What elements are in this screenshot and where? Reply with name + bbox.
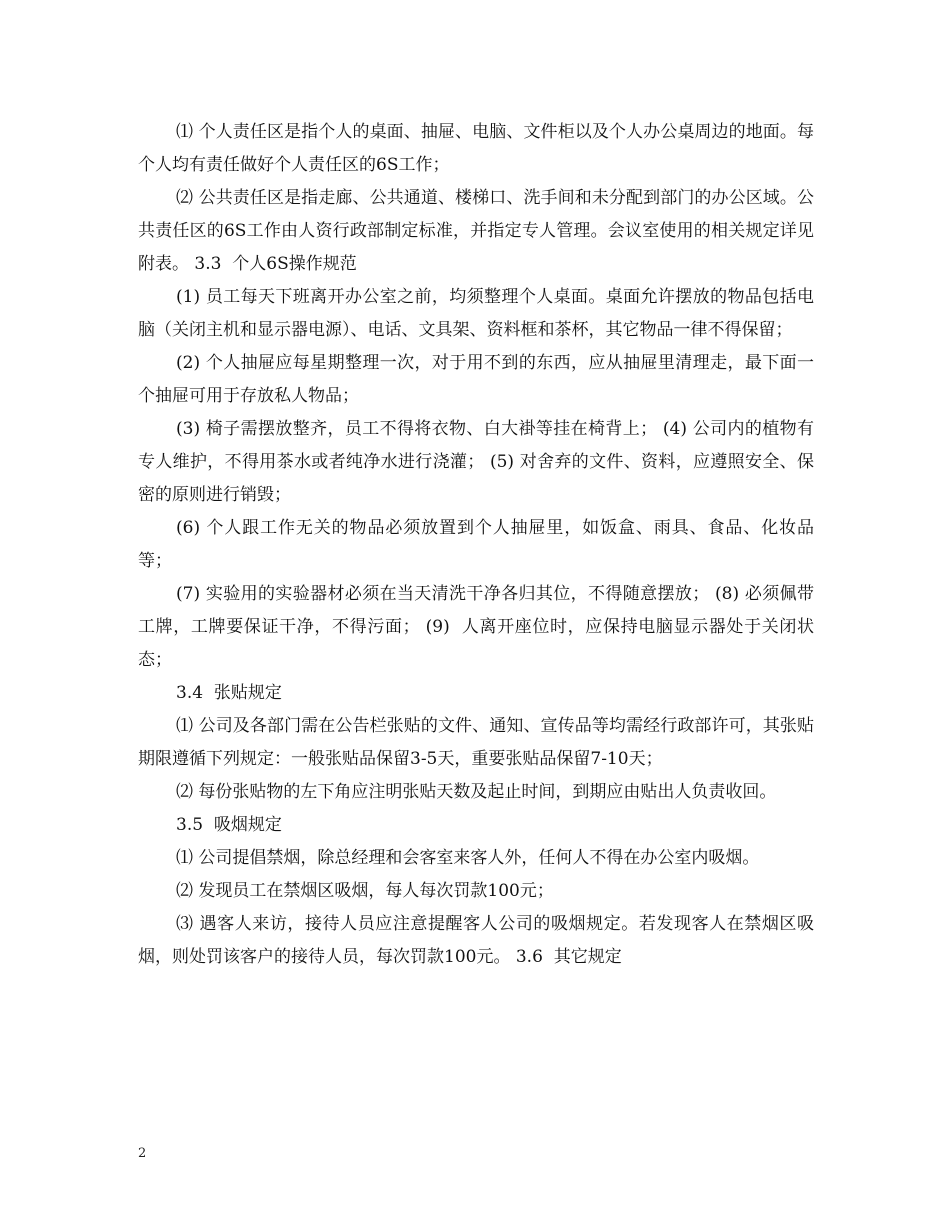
section-heading-posting: 3.4 张贴规定 bbox=[176, 683, 282, 703]
paragraph-personal-items-rule: (6) 个人跟工作无关的物品必须放置到个人抽屉里，如饭盒、雨具、食品、化妆品等； bbox=[138, 518, 814, 571]
paragraph-smoking-fine: ⑵ 发现员工在禁烟区吸烟，每人每次罚款100元； bbox=[176, 881, 554, 901]
page-number: 2 bbox=[138, 1146, 147, 1161]
paragraph-posting-approval: ⑴ 公司及各部门需在公告栏张贴的文件、通知、宣传品等均需经行政部许可，其张贴期限遵循下列规定：一般张贴品保留3-5天，重要张贴品保留7-10天； bbox=[138, 716, 814, 769]
paragraph-public-zone: ⑵ 公共责任区是指走廊、公共通道、楼梯口、洗手间和未分配到部门的办公区域。公共责任区的6S工作由人资行政部制定标准，并指定专人管理。会议室使用的相关规定详见附表。 3.3 个人6S操作规范 bbox=[138, 188, 814, 274]
paragraph-visitor-smoking: ⑶ 遇客人来访，接待人员应注意提醒客人公司的吸烟规定。若发现客人在禁烟区吸烟，则处罚该客户的接待人员，每次罚款100元。 3.6 其它规定 bbox=[138, 914, 814, 967]
paragraph-smoking-ban: ⑴ 公司提倡禁烟，除总经理和会客室来客人外，任何人不得在办公室内吸烟。 bbox=[176, 848, 760, 868]
paragraph-chair-plant-rule: (3) 椅子需摆放整齐，员工不得将衣物、白大褂等挂在椅背上； (4) 公司内的植物有专人维护，不得用茶水或者纯净水进行浇灌； (5) 对舍弃的文件、资料，应遵照安全、保密的原则进行销毁； bbox=[138, 419, 814, 505]
paragraph-posting-label: ⑵ 每份张贴物的左下角应注明张贴天数及起止时间，到期应由贴出人负责收回。 bbox=[176, 782, 777, 802]
paragraph-desk-rule: (1) 员工每天下班离开办公室之前，均须整理个人桌面。桌面允许摆放的物品包括电脑（关闭主机和显示器电源）、电话、文具架、资料框和茶杯，其它物品一律不得保留； bbox=[138, 287, 814, 340]
paragraph-drawer-rule: (2) 个人抽屉应每星期整理一次，对于用不到的东西，应从抽屉里清理走，最下面一个抽屉可用于存放私人物品； bbox=[138, 353, 814, 406]
section-heading-smoking: 3.5 吸烟规定 bbox=[176, 815, 282, 835]
paragraph-lab-badge-rule: (7) 实验用的实验器材必须在当天清洗干净各归其位，不得随意摆放； (8) 必须佩带工牌，工牌要保证干净，不得污面； (9) 人离开座位时，应保持电脑显示器处于关闭状态； bbox=[138, 584, 814, 670]
document-body bbox=[138, 116, 814, 974]
paragraph-personal-zone: ⑴ 个人责任区是指个人的桌面、抽屉、电脑、文件柜以及个人办公桌周边的地面。每个人均有责任做好个人责任区的6S工作； bbox=[138, 122, 814, 175]
